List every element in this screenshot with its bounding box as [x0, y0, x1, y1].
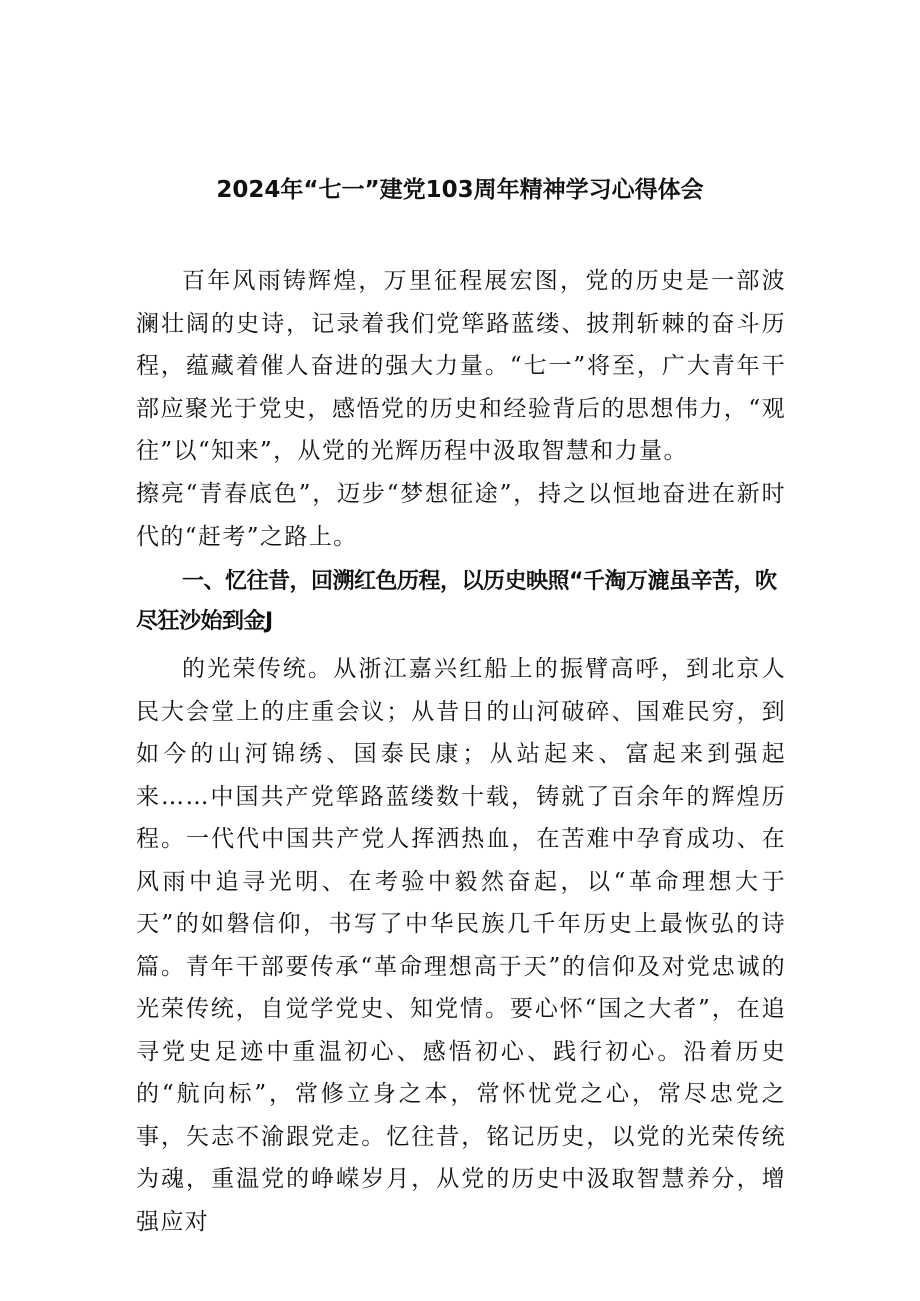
intro-paragraph: 百年风雨铸辉煌，万里征程展宏图，党的历史是一部波澜壮阔的史诗，记录着我们党筚路蓝缕、披荆斩棘的奋斗历程，蕴藏着催人奋进的强大力量。“七一”将至，广大青年干部应聚光于党史，感悟党的历史和经验背后的思想伟力，“观往”以“知来”，从党的光辉历程中汲取智慧和力量。	[136, 268, 786, 464]
second-paragraph: 擦亮“青春底色”，迈步“梦想征途”，持之以恒地奋进在新时代的“赶考”之路上。	[136, 481, 786, 550]
section-body-paragraph: 的光荣传统。从浙江嘉兴红船上的振臂高呼，到北京人民大会堂上的庄重会议；从昔日的山河破碎、国难民穷，到如今的山河锦绣、国泰民康；从站起来、富起来到强起来……中国共产党筚路蓝缕数十载，铸就了百余年的辉煌历程。一代代中国共产党人挥洒热血，在苦难中孕育成功、在风雨中追寻光明、在考验中毅然奋起，以“革命理想大于天”的如磐信仰，书写了中华民族几千年历史上最恢弘的诗篇。青年干部要传承“革命理想高于天”的信仰及对党忠诚的光荣传统，自觉学党史、知党情。要心怀“国之大者”，在追寻党史足迹中重温初心、感悟初心、践行初心。沿着历史的“航向标”，常修立身之本，常怀忧党之心，常尽忠党之事，矢志不渝跟党走。忆往昔，铭记历史，以党的光荣传统为魂，重温党的峥嵘岁月，从党的历史中汲取智慧养分，增强应对	[136, 656, 786, 1235]
section-heading: 一、忆往昔，回溯红色历程，以历史映照“千淘万漉虽辛苦，吹尽狂沙始到金J	[136, 569, 777, 634]
document-title: 2024年“七一”建党103周年精神学习心得体会	[216, 177, 704, 203]
